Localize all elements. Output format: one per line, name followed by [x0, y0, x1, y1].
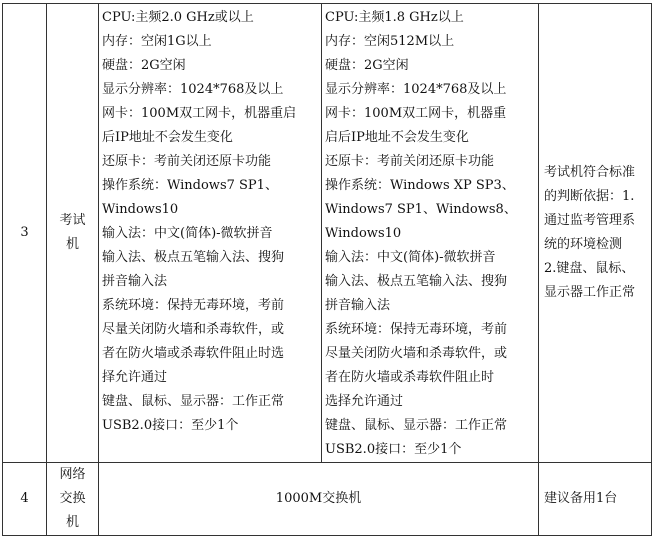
requirement-line: 键盘、鼠标、显示器：工作正常 — [325, 418, 508, 433]
requirement-line: Windows10 — [325, 226, 402, 241]
requirement-line: 还原卡：考前关闭还原卡功能 — [102, 154, 272, 169]
requirement-lines — [325, 6, 538, 462]
requirement-lines — [102, 6, 321, 438]
requirement-merged: 1000M交换机 — [99, 463, 539, 536]
basis-paragraph: 考试机符合标准的判断依据：1.通过监考管理系统的环境检测 — [544, 165, 636, 252]
requirement-line: 网卡：100M双工网卡，机器重启 — [102, 106, 297, 121]
judgement-basis — [539, 4, 652, 463]
requirement-line: Windows10 — [102, 202, 179, 217]
requirement-line: 硬盘：2G空闲 — [102, 58, 186, 73]
requirement-line: 输入法、极点五笔输入法、搜狗 — [102, 250, 285, 265]
row-number: 3 — [3, 4, 47, 463]
requirement-line: 显示分辨率：1024*768及以上 — [325, 82, 507, 97]
requirement-line: 后IP地址不会发生变化 — [102, 130, 233, 145]
requirement-line: Windows7 SP1、Windows8、 — [325, 202, 517, 217]
table-row — [3, 4, 652, 463]
basis-paragraph: 2.键盘、鼠标、显示器工作正常 — [544, 261, 636, 300]
requirement-line: 操作系统：Windows7 SP1、 — [102, 178, 278, 193]
requirement-line: 择允许通过 — [102, 370, 168, 385]
item-name: 网络交换机 — [47, 463, 99, 536]
requirement-line: 硬盘：2G空闲 — [325, 58, 409, 73]
requirement-line: 输入法：中文(简体)-微软拼音 — [102, 226, 273, 241]
requirement-column-1 — [99, 4, 322, 463]
requirement-line: USB2.0接口：至少1个 — [102, 418, 239, 433]
requirement-line: 者在防火墙或杀毒软件阻止时 — [325, 370, 495, 385]
requirement-line: 输入法：中文(简体)-微软拼音 — [325, 250, 496, 265]
row-number: 4 — [3, 463, 47, 536]
requirement-line: 拼音输入法 — [102, 274, 168, 289]
requirement-line: 显示分辨率：1024*768及以上 — [102, 82, 284, 97]
requirement-line: 系统环境：保持无毒环境，考前 — [102, 298, 285, 313]
requirement-line: 拼音输入法 — [325, 298, 391, 313]
spec-table — [2, 3, 652, 536]
requirement-line: 操作系统：Windows XP SP3、 — [325, 178, 515, 193]
requirement-line: 内存：空闲512M以上 — [325, 34, 455, 49]
requirement-line: 系统环境：保持无毒环境，考前 — [325, 322, 508, 337]
requirement-line: 还原卡：考前关闭还原卡功能 — [325, 154, 495, 169]
basis-text — [544, 161, 647, 305]
requirement-line: CPU:主频2.0 GHz或以上 — [102, 10, 254, 25]
requirement-line: 者在防火墙或杀毒软件阻止时选 — [102, 346, 285, 361]
item-name: 考试机 — [47, 4, 99, 463]
requirement-line: 网卡：100M双工网卡，机器重 — [325, 106, 507, 121]
requirement-line: CPU:主频1.8 GHz以上 — [325, 10, 464, 25]
requirement-line: USB2.0接口：至少1个 — [325, 442, 462, 457]
requirement-line: 尽量关闭防火墙和杀毒软件，或 — [102, 322, 285, 337]
requirement-line: 启后IP地址不会发生变化 — [325, 130, 469, 145]
requirement-line: 尽量关闭防火墙和杀毒软件，或 — [325, 346, 508, 361]
requirement-line: 键盘、鼠标、显示器：工作正常 — [102, 394, 285, 409]
requirement-column-2 — [322, 4, 539, 463]
requirement-line: 内存：空闲1G以上 — [102, 34, 212, 49]
requirement-line: 输入法、极点五笔输入法、搜狗 — [325, 274, 508, 289]
requirement-line: 选择允许通过 — [325, 394, 404, 409]
table-row — [3, 463, 652, 536]
judgement-basis: 建议备用1台 — [539, 463, 652, 536]
